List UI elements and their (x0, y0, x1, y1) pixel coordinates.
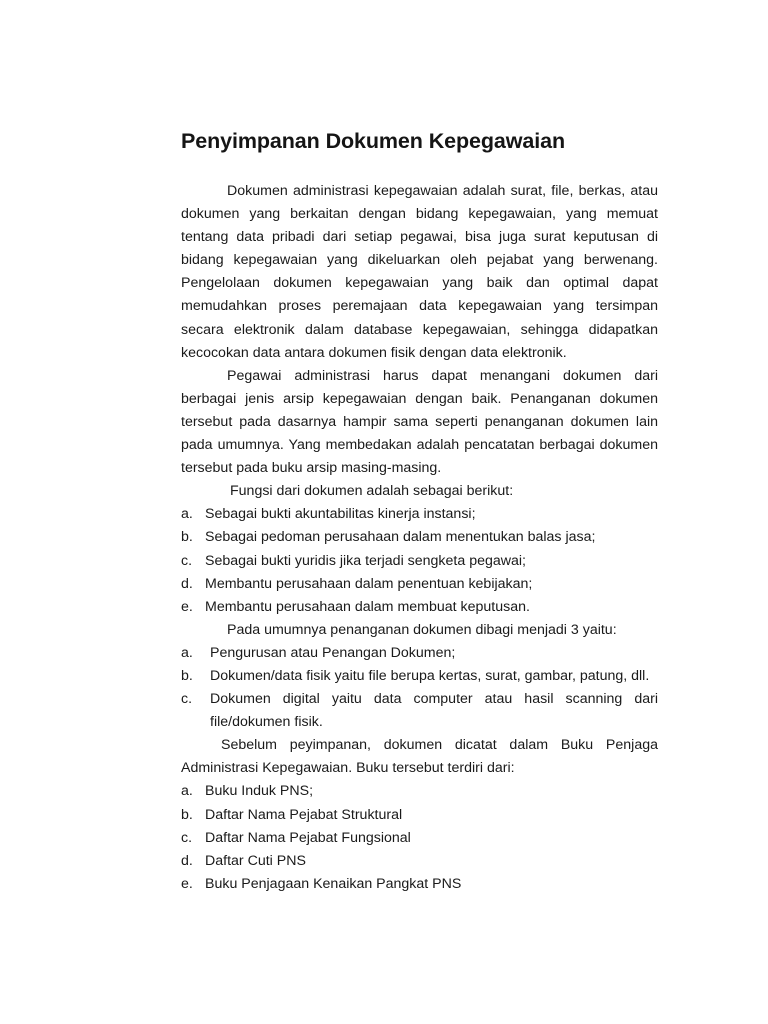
list-item (181, 827, 658, 850)
paragraph-storage-books: Sebelum peyimpanan, dokumen dicatat dalam Buku Penjaga Administrasi Kepegawaian. Buku tersebut terdiri dari: (181, 737, 658, 777)
lead-functions-intro: Fungsi dari dokumen adalah sebagai berikut: (230, 483, 514, 500)
list-item (181, 780, 658, 803)
list-item (181, 573, 658, 596)
list-marker: b. (181, 806, 193, 823)
list-item (181, 526, 658, 549)
list-item (181, 804, 658, 827)
list-registry-books (181, 780, 658, 895)
list-marker: a. (181, 644, 193, 661)
list-marker: b. (181, 529, 193, 546)
list-item-label: Daftar Nama Pejabat Struktural (205, 806, 403, 823)
list-item-label: Buku Penjagaan Kenaikan Pangkat PNS (205, 875, 462, 892)
list-item (181, 688, 658, 734)
list-marker: d. (181, 852, 193, 869)
list-document-functions (181, 503, 658, 618)
paragraph-admin-handling: Pegawai administrasi harus dapat menangani dokumen dari berbagai jenis arsip kepegawaian dengan baik. Penanganan dokumen tersebut pada dasarnya hampir sama seperti penanganan dokumen lain pada umumnya. Yang membedakan adalah pencatatan berbagai dokumen tersebut pada buku arsip masing-masing. (181, 367, 658, 477)
list-item (181, 596, 658, 619)
document-body (181, 128, 658, 896)
list-marker: b. (181, 667, 193, 684)
list-item-label: Sebagai bukti yuridis jika terjadi sengketa pegawai; (205, 552, 526, 569)
list-marker: c. (181, 829, 193, 846)
list-item-label: Daftar Nama Pejabat Fungsional (205, 829, 411, 846)
list-item (181, 642, 658, 665)
list-item (181, 873, 658, 896)
paragraph-intro-definition: Dokumen administrasi kepegawaian adalah surat, file, berkas, atau dokumen yang berkaitan dengan bidang kepegawaian, yang memuat tentang data pribadi dari setiap pegawai, bisa juga surat keputusan di bidang kepegawaian yang dikeluarkan oleh pejabat yang berwenang. Pengelolaan dokumen kepegawaian yang baik dan optimal dapat memudahkan proses peremajaan data kepegawaian yang tersimpan secara elektronik dalam database kepegawaian, sehingga didapatkan kecocokan data antara dokumen fisik dengan data elektronik. (181, 183, 658, 361)
list-marker: a. (181, 506, 193, 523)
list-item-label: Membantu perusahaan dalam penentuan kebijakan; (205, 575, 533, 592)
list-item-label: Sebagai bukti akuntabilitas kinerja instansi; (205, 506, 476, 523)
list-marker: c. (181, 691, 193, 708)
list-item (181, 665, 658, 688)
page-title: Penyimpanan Dokumen Kepegawaian (181, 129, 566, 153)
list-item-label: Buku Induk PNS; (205, 783, 314, 800)
list-item-label: Daftar Cuti PNS (205, 852, 306, 869)
list-item-label: Membantu perusahaan dalam membuat keputusan. (205, 598, 530, 615)
list-item (181, 850, 658, 873)
list-item-label: Dokumen digital yaitu data computer atau hasil scanning dari file/dokumen fisik. (210, 691, 658, 731)
list-marker: d. (181, 575, 193, 592)
lead-handling-intro: Pada umumnya penanganan dokumen dibagi menjadi 3 yaitu: (227, 621, 617, 638)
list-marker: c. (181, 552, 193, 569)
list-marker: a. (181, 783, 193, 800)
list-handling-types (181, 642, 658, 734)
list-item (181, 503, 658, 526)
list-marker: e. (181, 598, 193, 615)
list-item-label: Pengurusan atau Penangan Dokumen; (210, 644, 456, 661)
list-item (181, 550, 658, 573)
list-marker: e. (181, 875, 193, 892)
list-item-label: Sebagai pedoman perusahaan dalam menentukan balas jasa; (205, 529, 596, 546)
list-item-label: Dokumen/data fisik yaitu file berupa kertas, surat, gambar, patung, dll. (210, 667, 650, 684)
